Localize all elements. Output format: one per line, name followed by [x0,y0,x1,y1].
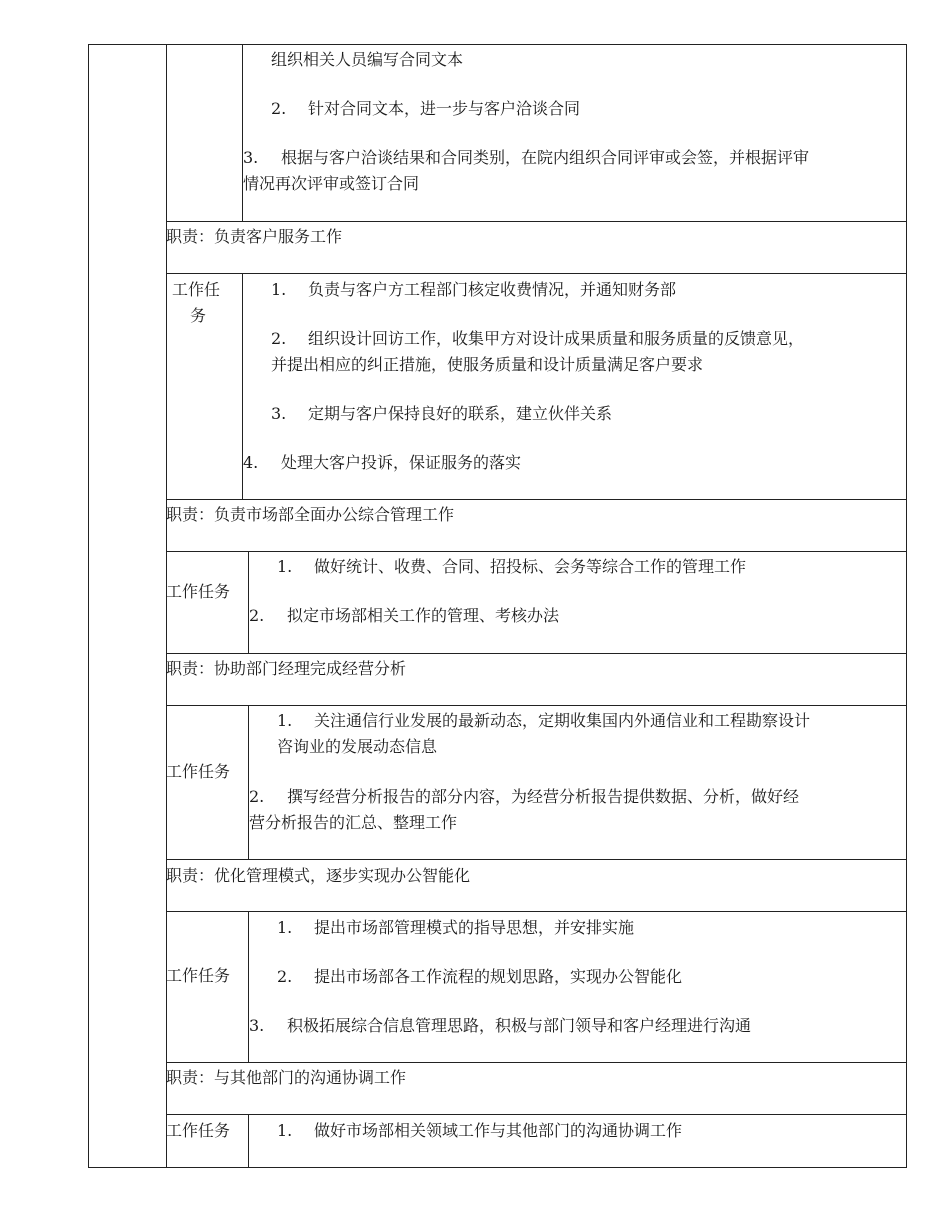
task-item-text: 做好统计、收费、合同、招投标、会务等综合工作的管理工作 [314,557,747,576]
task-label: 工作任务 [166,1121,231,1140]
task-label: 工作任务 [166,582,231,601]
task-item-text: 拟定市场部相关工作的管理、考核办法 [287,606,560,625]
row-divider [166,911,907,912]
task-item-number: 3. [271,404,287,423]
row-divider [166,705,907,706]
outer-left-column [88,44,166,1168]
task-item-text: 组织相关人员编写合同文本 [271,50,464,69]
task-item-number: 2. [271,99,287,118]
task-item-number: 2. [271,329,287,348]
task-item-number: 2. [249,787,265,806]
row-divider [166,1114,907,1115]
task-item-text: 组织设计回访工作，收集甲方对设计成果质量和服务质量的反馈意见， [308,329,805,348]
task-item-text: 积极拓展综合信息管理思路，积极与部门领导和客户经理进行沟通 [287,1016,752,1035]
row-divider [166,221,907,222]
task-item-text: 根据与客户洽谈结果和合同类别，在院内组织合同评审或会签，并根据评审 [281,148,810,167]
duty-heading: 职责：优化管理模式，逐步实现办公智能化 [166,866,471,885]
task-label: 工作任务 [166,966,231,985]
column-divider [248,1114,249,1168]
row-divider [166,859,907,860]
task-item-text: 针对合同文本，进一步与客户洽谈合同 [308,99,581,118]
task-item-number: 1. [277,557,293,576]
task-item-number: 4. [243,453,259,472]
task-item-text: 情况再次评审或签订合同 [243,174,420,193]
task-item-number: 2. [249,606,265,625]
duty-heading: 职责：负责客户服务工作 [166,227,343,246]
task-label: 工作任务 [166,762,231,781]
row-divider [166,273,907,274]
row-divider [166,499,907,500]
task-item-text: 并提出相应的纠正措施，使服务质量和设计质量满足客户要求 [271,355,704,374]
task-item-text: 关注通信行业发展的最新动态，定期收集国内外通信业和工程勘察设计 [314,711,811,730]
task-item-text: 撰写经营分析报告的部分内容，为经营分析报告提供数据、分析，做好经 [287,787,800,806]
column-divider [248,551,249,653]
task-item-number: 3. [249,1016,265,1035]
task-label: 工作任 [172,280,221,299]
row-divider [166,551,907,552]
task-item-text: 营分析报告的汇总、整理工作 [249,813,458,832]
task-item-number: 3. [243,148,259,167]
duty-heading: 职责：与其他部门的沟通协调工作 [166,1068,407,1087]
column-divider [248,911,249,1062]
task-item-text: 定期与客户保持良好的联系，建立伙伴关系 [308,404,613,423]
task-item-number: 1. [271,280,287,299]
row-divider [166,1062,907,1063]
task-item-number: 1. [277,711,293,730]
task-item-text: 咨询业的发展动态信息 [277,737,438,756]
column-divider [248,705,249,859]
task-item-text: 做好市场部相关领域工作与其他部门的沟通协调工作 [314,1121,683,1140]
task-item-number: 1. [277,1121,293,1140]
task-item-number: 2. [277,967,293,986]
column-divider [242,44,243,221]
task-item-text: 提出市场部管理模式的指导思想，并安排实施 [314,918,635,937]
task-item-number: 1. [277,918,293,937]
task-item-text: 处理大客户投诉，保证服务的落实 [281,453,522,472]
task-label: 务 [190,306,207,325]
duty-heading: 职责：负责市场部全面办公综合管理工作 [166,505,455,524]
row-divider [166,653,907,654]
duty-heading: 职责：协助部门经理完成经营分析 [166,659,407,678]
task-item-text: 提出市场部各工作流程的规划思路，实现办公智能化 [314,967,683,986]
task-item-text: 负责与客户方工程部门核定收费情况，并通知财务部 [308,280,677,299]
